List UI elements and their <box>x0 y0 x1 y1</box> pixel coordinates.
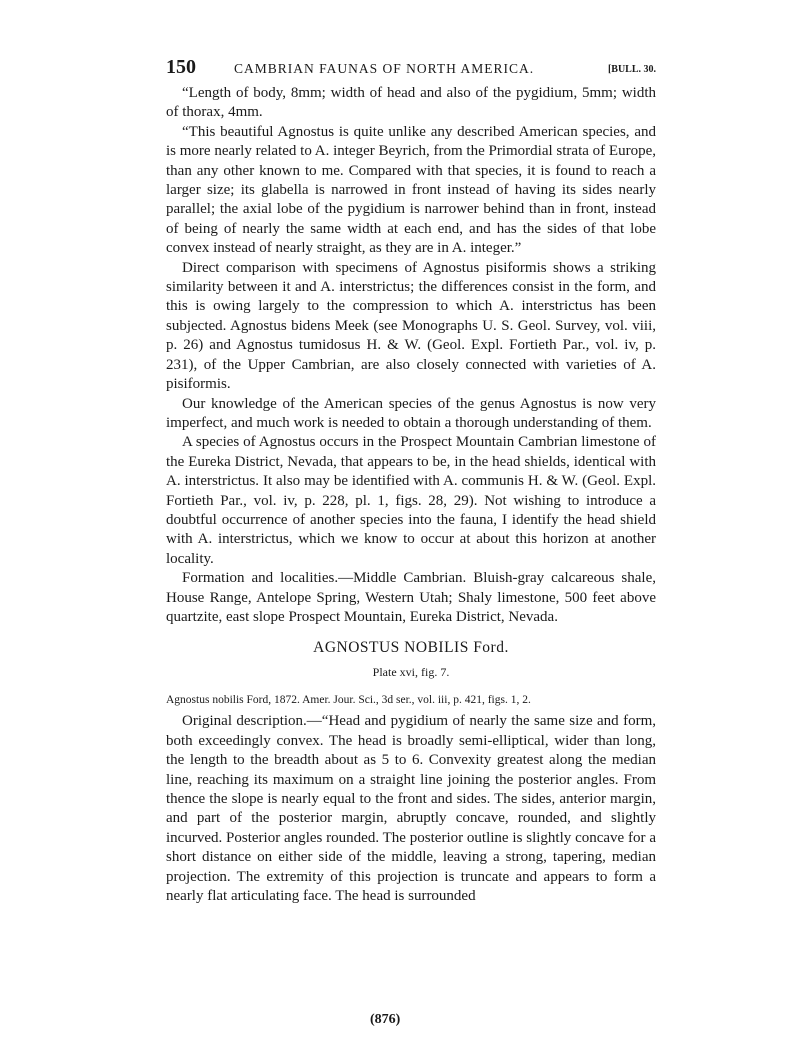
paragraph-measurements: “Length of body, 8mm; width of head and also of the pygidium, 5mm; width of thorax, 4mm. <box>166 85 656 121</box>
paragraph-formation-localities: Formation and localities.—Middle Cambrian. Bluish-gray calcareous shale, House Range, Antelope Spring, Western Utah; Shaly limestone, 500 feet above quartzite, east slope Prospect Mountain, Eureka District, Nevada. <box>166 570 656 625</box>
paragraph-comparison-quote: “This beautiful Agnostus is quite unlike any described American species, and is more nearly related to A. integer Beyrich, from the Primordial strata of Europe, than any other known to me. Compared with that species, it is found to reach a larger size; its glabella is narrowed in front instead of having its sides nearly parallel; the axial lobe of the pygidium is narrower behind than in front, instead of being of nearly the same width at each end, and has the sides of that lobe convex instead of nearly straight, as they are in A. integer.” <box>166 123 656 257</box>
running-head <box>166 56 656 84</box>
species-heading: AGNOSTUS NOBILIS Ford. <box>313 639 509 657</box>
page-body <box>166 56 656 906</box>
page-number: 150 <box>166 56 196 78</box>
folio-number: (876) <box>370 1012 401 1027</box>
paragraph-direct-comparison: Direct comparison with specimens of Agnostus pisiformis shows a striking similarity between it and A. interstrictus; the differences consist in the form, and this is owing largely to the compression to which A. interstrictus has been subjected. Agnostus bidens Meek (see Monographs U. S. Geol. Survey, vol. viii, p. 26) and Agnostus tumidosus H. & W. (Geol. Expl. Fortieth Par., vol. iv, p. 231), of the Upper Cambrian, are also closely connected with varieties of A. pisiformis. <box>166 259 656 393</box>
paragraph-knowledge: Our knowledge of the American species of the genus Agnostus is now very imperfect, and much work is needed to obtain a thorough understanding of them. <box>166 395 656 431</box>
bulletin-reference: [BULL. 30. <box>607 64 656 75</box>
original-description: Original description.—“Head and pygidium of nearly the same size and form, both exceedingly convex. The head is broadly semi-elliptical, wider than long, the length to the breadth about as 5 to 6. Convexity greatest along the median line, reaching its maximum on a straight line joining the posterior angles. From thence the slope is nearly equal to the front and sides. The sides, anterior margin, and part of the posterior margin, abruptly concave, rounded, and slightly incurved. Posterior angles rounded. The posterior outline is slightly concave for a short distance on either side of the middle, leaving a strong, tapering, median projection. The extremity of this projection is truncate and appears to form a nearly flat articulating face. The head is surrounded <box>166 713 656 905</box>
paragraph-nevada-species: A species of Agnostus occurs in the Prospect Mountain Cambrian limestone of the Eureka District, Nevada, that appears to be, in the head shields, identical with A. interstrictus. It also may be identified with A. communis H. & W. (Geol. Expl. Fortieth Par., vol. iv, p. 228, pl. 1, figs. 28, 29). Not wishing to introduce a doubtful occurrence of another species into the fauna, I identify the head shield with A. interstrictus, which we know to occur at about this horizon at another locality. <box>166 434 656 567</box>
running-title: CAMBRIAN FAUNAS OF NORTH AMERICA. <box>234 61 535 76</box>
synonymy-citation: Agnostus nobilis Ford, 1872. Amer. Jour. Sci., 3d ser., vol. iii, p. 421, figs. 1, 2. <box>166 694 531 707</box>
plate-reference: Plate xvi, fig. 7. <box>372 665 450 680</box>
